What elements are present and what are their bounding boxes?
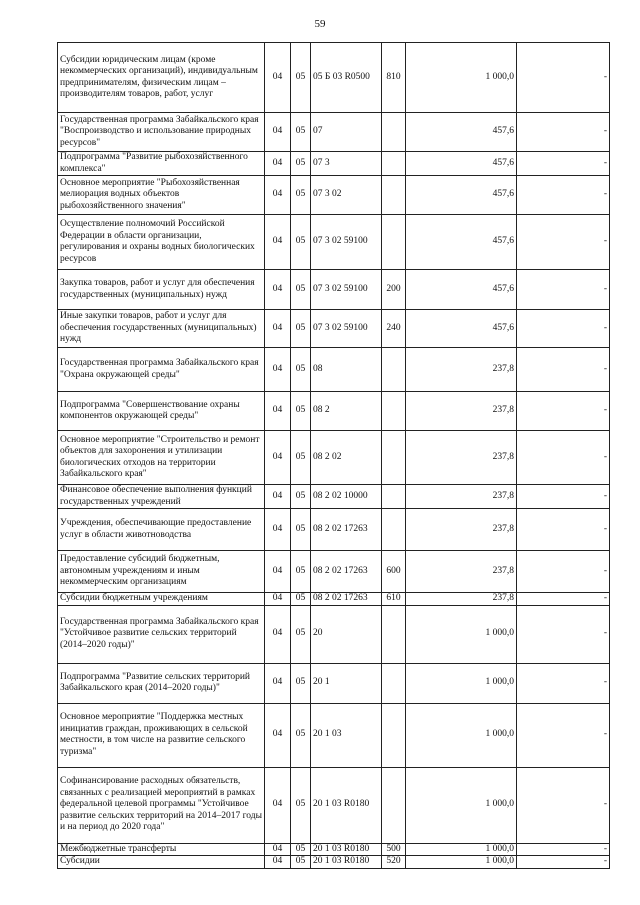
cell-pr: 05 <box>291 551 311 593</box>
cell-rz: 04 <box>265 843 291 856</box>
cell-name: Основное мероприятие "Строительство и ремонт объектов для захоронения и утилизации биологических отходов на территории Забайкальского края" <box>58 431 265 485</box>
cell-name: Субсидии <box>58 856 265 869</box>
cell-csr: 07 3 02 <box>311 176 382 215</box>
table-row <box>58 270 610 310</box>
cell-rz: 04 <box>265 431 291 485</box>
table-row <box>58 551 610 593</box>
cell-csr: 08 2 02 17263 <box>311 551 382 593</box>
table-row <box>58 392 610 431</box>
cell-vr <box>382 767 406 843</box>
cell-amount: 237,8 <box>406 431 517 485</box>
cell-extra: - <box>517 551 610 593</box>
cell-name: Иные закупки товаров, работ и услуг для обеспечения государственных (муниципальных) нужд <box>58 310 265 348</box>
table-row <box>58 310 610 348</box>
cell-csr: 20 1 03 R0180 <box>311 843 382 856</box>
cell-csr: 20 1 <box>311 663 382 703</box>
cell-extra: - <box>517 663 610 703</box>
cell-pr: 05 <box>291 310 311 348</box>
cell-amount: 457,6 <box>406 310 517 348</box>
table-row <box>58 703 610 767</box>
cell-pr: 05 <box>291 43 311 113</box>
cell-amount: 237,8 <box>406 593 517 606</box>
cell-vr <box>382 392 406 431</box>
cell-name: Осуществление полномочий Российской Федерации в области организации, регулирования и охраны водных биологических ресурсов <box>58 215 265 270</box>
cell-csr: 08 2 02 <box>311 431 382 485</box>
cell-name: Учреждения, обеспечивающие предоставление услуг в области животноводства <box>58 509 265 551</box>
cell-extra: - <box>517 176 610 215</box>
cell-amount: 237,8 <box>406 392 517 431</box>
cell-csr: 08 <box>311 348 382 392</box>
cell-rz: 04 <box>265 43 291 113</box>
cell-name: Основное мероприятие "Рыбохозяйственная мелиорация водных объектов рыбохозяйственного значения" <box>58 176 265 215</box>
cell-name: Межбюджетные трансферты <box>58 843 265 856</box>
cell-vr <box>382 663 406 703</box>
cell-amount: 457,6 <box>406 113 517 152</box>
cell-vr <box>382 215 406 270</box>
cell-vr <box>382 509 406 551</box>
cell-name: Субсидии бюджетным учреждениям <box>58 593 265 606</box>
cell-csr: 20 1 03 R0180 <box>311 767 382 843</box>
cell-pr: 05 <box>291 856 311 869</box>
cell-csr: 05 Б 03 R0500 <box>311 43 382 113</box>
table-row <box>58 176 610 215</box>
cell-vr: 240 <box>382 310 406 348</box>
table-row <box>58 215 610 270</box>
cell-pr: 05 <box>291 843 311 856</box>
cell-amount: 1 000,0 <box>406 663 517 703</box>
cell-pr: 05 <box>291 270 311 310</box>
cell-pr: 05 <box>291 431 311 485</box>
cell-amount: 1 000,0 <box>406 767 517 843</box>
cell-name: Подпрограмма "Совершенствование охраны компонентов окружающей среды" <box>58 392 265 431</box>
cell-name: Государственная программа Забайкальского края "Устойчивое развитие сельских территорий (2014–2020 годы)" <box>58 605 265 663</box>
cell-vr <box>382 431 406 485</box>
cell-amount: 457,6 <box>406 215 517 270</box>
cell-pr: 05 <box>291 593 311 606</box>
cell-vr <box>382 703 406 767</box>
cell-pr: 05 <box>291 605 311 663</box>
cell-rz: 04 <box>265 113 291 152</box>
cell-extra: - <box>517 348 610 392</box>
cell-name: Подпрограмма "Развитие сельских территорий Забайкальского края (2014–2020 годы)" <box>58 663 265 703</box>
cell-rz: 04 <box>265 485 291 509</box>
cell-csr: 07 3 <box>311 152 382 176</box>
cell-rz: 04 <box>265 767 291 843</box>
cell-amount: 237,8 <box>406 509 517 551</box>
table-row <box>58 856 610 869</box>
cell-extra: - <box>517 605 610 663</box>
table-row <box>58 593 610 606</box>
cell-extra: - <box>517 215 610 270</box>
cell-csr: 08 2 02 17263 <box>311 509 382 551</box>
cell-amount: 1 000,0 <box>406 856 517 869</box>
page-number: 59 <box>314 18 326 30</box>
cell-extra: - <box>517 593 610 606</box>
cell-rz: 04 <box>265 551 291 593</box>
cell-rz: 04 <box>265 703 291 767</box>
budget-table <box>57 42 610 869</box>
table-row <box>58 509 610 551</box>
cell-amount: 237,8 <box>406 485 517 509</box>
cell-extra: - <box>517 703 610 767</box>
cell-amount: 1 000,0 <box>406 703 517 767</box>
cell-amount: 1 000,0 <box>406 843 517 856</box>
cell-rz: 04 <box>265 176 291 215</box>
cell-rz: 04 <box>265 663 291 703</box>
cell-csr: 07 3 02 59100 <box>311 270 382 310</box>
cell-name: Государственная программа Забайкальского края "Охрана окружающей среды" <box>58 348 265 392</box>
cell-csr: 20 1 03 R0180 <box>311 856 382 869</box>
cell-pr: 05 <box>291 663 311 703</box>
cell-pr: 05 <box>291 509 311 551</box>
cell-extra: - <box>517 43 610 113</box>
cell-vr <box>382 152 406 176</box>
cell-name: Финансовое обеспечение выполнения функций государственных учреждений <box>58 485 265 509</box>
table-row <box>58 113 610 152</box>
table-row <box>58 485 610 509</box>
cell-rz: 04 <box>265 152 291 176</box>
cell-csr: 20 <box>311 605 382 663</box>
table-row <box>58 767 610 843</box>
cell-pr: 05 <box>291 485 311 509</box>
cell-extra: - <box>517 152 610 176</box>
cell-vr <box>382 176 406 215</box>
cell-name: Государственная программа Забайкальского края "Воспроизводство и использование природных ресурсов" <box>58 113 265 152</box>
table-row <box>58 605 610 663</box>
cell-vr <box>382 348 406 392</box>
cell-csr: 07 3 02 59100 <box>311 215 382 270</box>
cell-pr: 05 <box>291 767 311 843</box>
table-row <box>58 843 610 856</box>
cell-vr: 200 <box>382 270 406 310</box>
cell-vr <box>382 113 406 152</box>
cell-extra: - <box>517 485 610 509</box>
cell-csr: 20 1 03 <box>311 703 382 767</box>
cell-amount: 237,8 <box>406 348 517 392</box>
cell-vr <box>382 485 406 509</box>
cell-name: Субсидии юридическим лицам (кроме некоммерческих организаций), индивидуальным предпринимателям, физическим лицам – производителям товаров, работ, услуг <box>58 43 265 113</box>
table-row <box>58 431 610 485</box>
cell-vr: 600 <box>382 551 406 593</box>
cell-amount: 457,6 <box>406 176 517 215</box>
cell-rz: 04 <box>265 593 291 606</box>
cell-name: Предоставление субсидий бюджетным, автономным учреждениям и иным некоммерческим организациям <box>58 551 265 593</box>
cell-extra: - <box>517 767 610 843</box>
cell-vr: 500 <box>382 843 406 856</box>
cell-rz: 04 <box>265 509 291 551</box>
cell-rz: 04 <box>265 310 291 348</box>
cell-pr: 05 <box>291 176 311 215</box>
cell-amount: 1 000,0 <box>406 43 517 113</box>
cell-extra: - <box>517 856 610 869</box>
cell-rz: 04 <box>265 215 291 270</box>
cell-amount: 457,6 <box>406 152 517 176</box>
cell-pr: 05 <box>291 703 311 767</box>
cell-vr <box>382 605 406 663</box>
cell-rz: 04 <box>265 856 291 869</box>
cell-rz: 04 <box>265 605 291 663</box>
cell-name: Основное мероприятие "Поддержка местных инициатив граждан, проживающих в сельской местности, в том числе на развитие сельского туризма" <box>58 703 265 767</box>
cell-pr: 05 <box>291 152 311 176</box>
cell-csr: 07 <box>311 113 382 152</box>
cell-extra: - <box>517 843 610 856</box>
cell-csr: 08 2 02 10000 <box>311 485 382 509</box>
cell-amount: 1 000,0 <box>406 605 517 663</box>
cell-pr: 05 <box>291 348 311 392</box>
cell-csr: 08 2 02 17263 <box>311 593 382 606</box>
table-row <box>58 663 610 703</box>
cell-name: Софинансирование расходных обязательств, связанных с реализацией мероприятий в рамках федеральной целевой программы "Устойчивое развитие сельских территорий на 2014–2017 годы и на период до 2020 года" <box>58 767 265 843</box>
cell-csr: 07 3 02 59100 <box>311 310 382 348</box>
cell-pr: 05 <box>291 392 311 431</box>
cell-csr: 08 2 <box>311 392 382 431</box>
cell-extra: - <box>517 270 610 310</box>
cell-rz: 04 <box>265 270 291 310</box>
cell-amount: 237,8 <box>406 551 517 593</box>
cell-vr: 610 <box>382 593 406 606</box>
table-row <box>58 348 610 392</box>
cell-rz: 04 <box>265 348 291 392</box>
cell-extra: - <box>517 113 610 152</box>
cell-extra: - <box>517 310 610 348</box>
cell-vr: 520 <box>382 856 406 869</box>
cell-vr: 810 <box>382 43 406 113</box>
cell-pr: 05 <box>291 113 311 152</box>
cell-extra: - <box>517 431 610 485</box>
cell-rz: 04 <box>265 392 291 431</box>
cell-extra: - <box>517 509 610 551</box>
cell-pr: 05 <box>291 215 311 270</box>
cell-name: Закупка товаров, работ и услуг для обеспечения государственных (муниципальных) нужд <box>58 270 265 310</box>
cell-amount: 457,6 <box>406 270 517 310</box>
cell-extra: - <box>517 392 610 431</box>
table-row <box>58 43 610 113</box>
cell-name: Подпрограмма "Развитие рыбохозяйственного комплекса" <box>58 152 265 176</box>
table-row <box>58 152 610 176</box>
